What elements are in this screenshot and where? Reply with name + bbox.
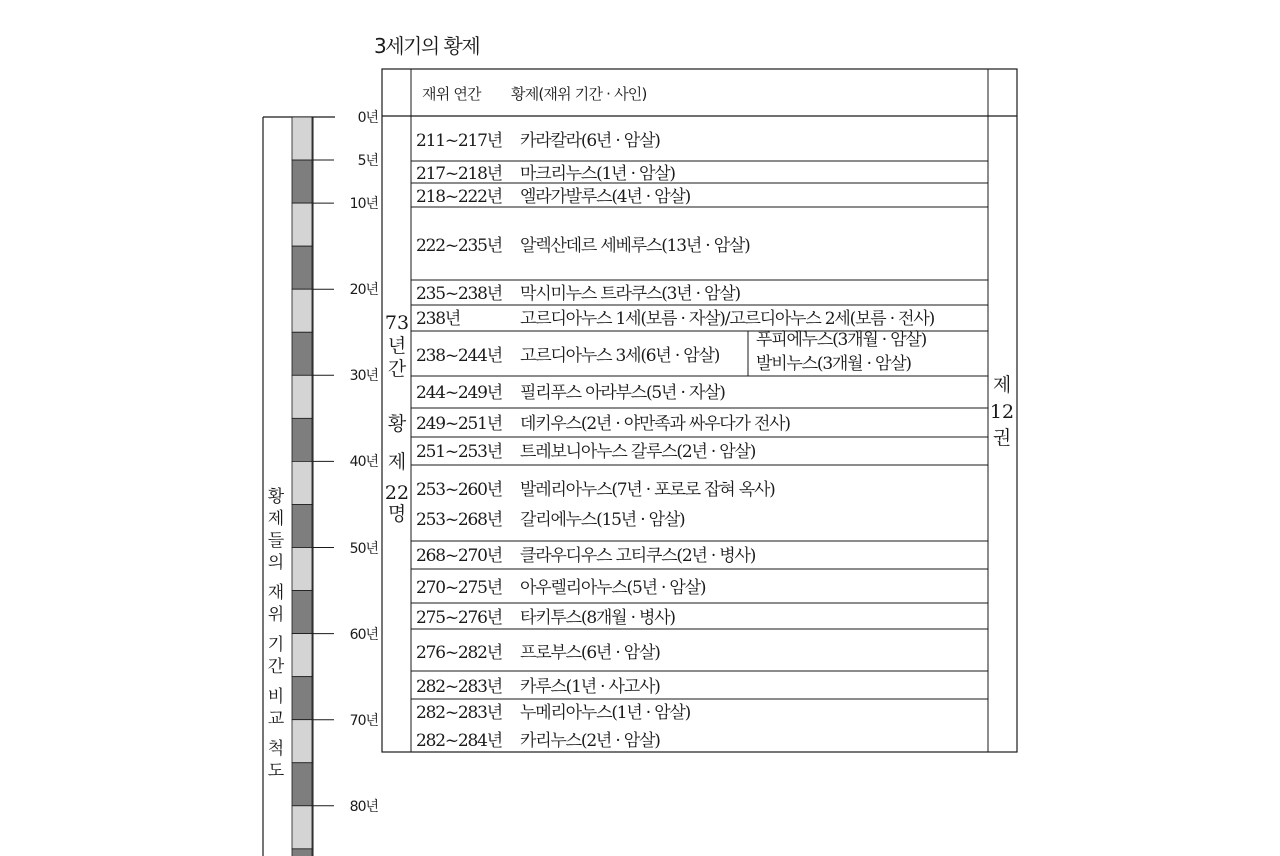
years-unit: 년 간 bbox=[387, 335, 407, 380]
scale-segment bbox=[292, 375, 312, 418]
row-years: 282~283년 bbox=[416, 677, 502, 697]
row-years: 222~235년 bbox=[416, 236, 502, 256]
row-emperor: 프로부스(6년 · 암살) bbox=[520, 643, 660, 663]
row-years: 251~253년 bbox=[416, 442, 502, 462]
row-emperor: 마크리누스(1년 · 암살) bbox=[520, 164, 675, 184]
scale-segment bbox=[292, 461, 312, 504]
scale-label: 황 제 들 의 재 위 기 간 비 교 척 도 bbox=[267, 487, 285, 781]
row-emperor: 알렉산데르 세베루스(13년 · 암살) bbox=[520, 236, 750, 256]
scale-tick-label: 80년 bbox=[349, 798, 378, 815]
scale-segment bbox=[292, 849, 312, 856]
row-emperor: 아우렐리아누스(5년 · 암살) bbox=[520, 578, 706, 598]
scale-segment bbox=[292, 203, 312, 246]
page-title: 3세기의 황제 bbox=[374, 34, 480, 58]
scale-tick-label: 5년 bbox=[357, 153, 378, 170]
scale-segment bbox=[292, 117, 312, 160]
scale-segment bbox=[292, 677, 312, 720]
row-emperor: 클라우디우스 고티쿠스(2년 · 병사) bbox=[520, 546, 756, 566]
scale-segment bbox=[292, 289, 312, 332]
row-emperor: 엘라가발루스(4년 · 암살) bbox=[520, 187, 691, 207]
side-note-balbinus: 발비누스(3개월 · 암살) bbox=[756, 354, 911, 374]
scale-tick-label: 40년 bbox=[349, 454, 378, 471]
scale-tick-label: 70년 bbox=[349, 712, 378, 729]
scale-tick-label: 0년 bbox=[357, 110, 378, 126]
row-years: 235~238년 bbox=[416, 284, 502, 304]
row-years: 238~244년 bbox=[416, 346, 502, 366]
scale-segment bbox=[292, 246, 312, 289]
row-emperor: 고르디아누스 1세(보름 · 자살)/고르디아누스 2세(보름 · 전사) bbox=[520, 309, 935, 329]
years-count: 73 bbox=[384, 312, 410, 334]
row-emperor: 데키우스(2년 · 야만족과 싸우다가 전사) bbox=[520, 414, 790, 434]
row-years: 249~251년 bbox=[416, 414, 502, 434]
row-emperor: 갈리에누스(15년 · 암살) bbox=[520, 510, 685, 530]
volume-label-top: 제 bbox=[992, 374, 1012, 396]
emperor-label: 황 제 bbox=[387, 413, 407, 473]
row-years: 253~268년 bbox=[416, 510, 502, 530]
row-years: 276~282년 bbox=[416, 643, 502, 663]
row-years: 275~276년 bbox=[416, 608, 502, 628]
row-emperor: 카루스(1년 · 사고사) bbox=[520, 677, 660, 697]
row-emperor: 고르디아누스 3세(6년 · 암살) bbox=[520, 346, 720, 366]
row-years: 253~260년 bbox=[416, 480, 502, 500]
scale-segment bbox=[292, 806, 312, 849]
row-emperor: 발레리아누스(7년 · 포로로 잡혀 옥사) bbox=[520, 480, 775, 500]
header-emperor: 황제(재위 기간 · 사인) bbox=[511, 85, 647, 103]
row-emperor: 카라칼라(6년 · 암살) bbox=[520, 131, 660, 151]
scale-segment bbox=[292, 763, 312, 806]
row-years: 244~249년 bbox=[416, 383, 502, 403]
scale-tick-label: 60년 bbox=[349, 626, 378, 643]
scale-tick-label: 10년 bbox=[349, 196, 378, 213]
scale-bar bbox=[292, 117, 312, 856]
scale-segment bbox=[292, 634, 312, 677]
volume-label-bottom: 권 bbox=[992, 427, 1012, 449]
row-years: 218~222년 bbox=[416, 187, 502, 207]
row-years: 282~284년 bbox=[416, 731, 502, 751]
emperor-count: 22 bbox=[384, 482, 410, 504]
scale-segment bbox=[292, 720, 312, 763]
scale-tick-label: 50년 bbox=[349, 540, 378, 557]
side-note-pupienus: 푸피에누스(3개월 · 암살) bbox=[756, 330, 927, 350]
row-years: 282~283년 bbox=[416, 703, 502, 723]
volume-number: 12 bbox=[989, 401, 1015, 423]
row-years: 217~218년 bbox=[416, 164, 502, 184]
scale-segment bbox=[292, 504, 312, 547]
scale-segment bbox=[292, 591, 312, 634]
row-years: 238년 bbox=[416, 309, 461, 329]
row-years: 268~270년 bbox=[416, 546, 502, 566]
row-emperor: 필리푸스 아라부스(5년 · 자살) bbox=[520, 383, 725, 403]
scale-segment bbox=[292, 548, 312, 591]
row-emperor: 카리누스(2년 · 암살) bbox=[520, 731, 660, 751]
emperor-count-unit: 명 bbox=[387, 503, 407, 525]
scale-tick-label: 30년 bbox=[349, 368, 378, 385]
header-years: 재위 연간 bbox=[422, 85, 481, 103]
scale-segment bbox=[292, 332, 312, 375]
row-years: 211~217년 bbox=[416, 131, 502, 151]
scale-segment bbox=[292, 418, 312, 461]
scale-segment bbox=[292, 160, 312, 203]
row-emperor: 막시미누스 트라쿠스(3년 · 암살) bbox=[520, 284, 740, 304]
row-emperor: 타키투스(8개월 · 병사) bbox=[520, 608, 675, 628]
row-emperor: 트레보니아누스 갈루스(2년 · 암살) bbox=[520, 442, 756, 462]
scale-tick-label: 20년 bbox=[349, 282, 378, 299]
row-years: 270~275년 bbox=[416, 578, 502, 598]
row-emperor: 누메리아누스(1년 · 암살) bbox=[520, 703, 691, 723]
